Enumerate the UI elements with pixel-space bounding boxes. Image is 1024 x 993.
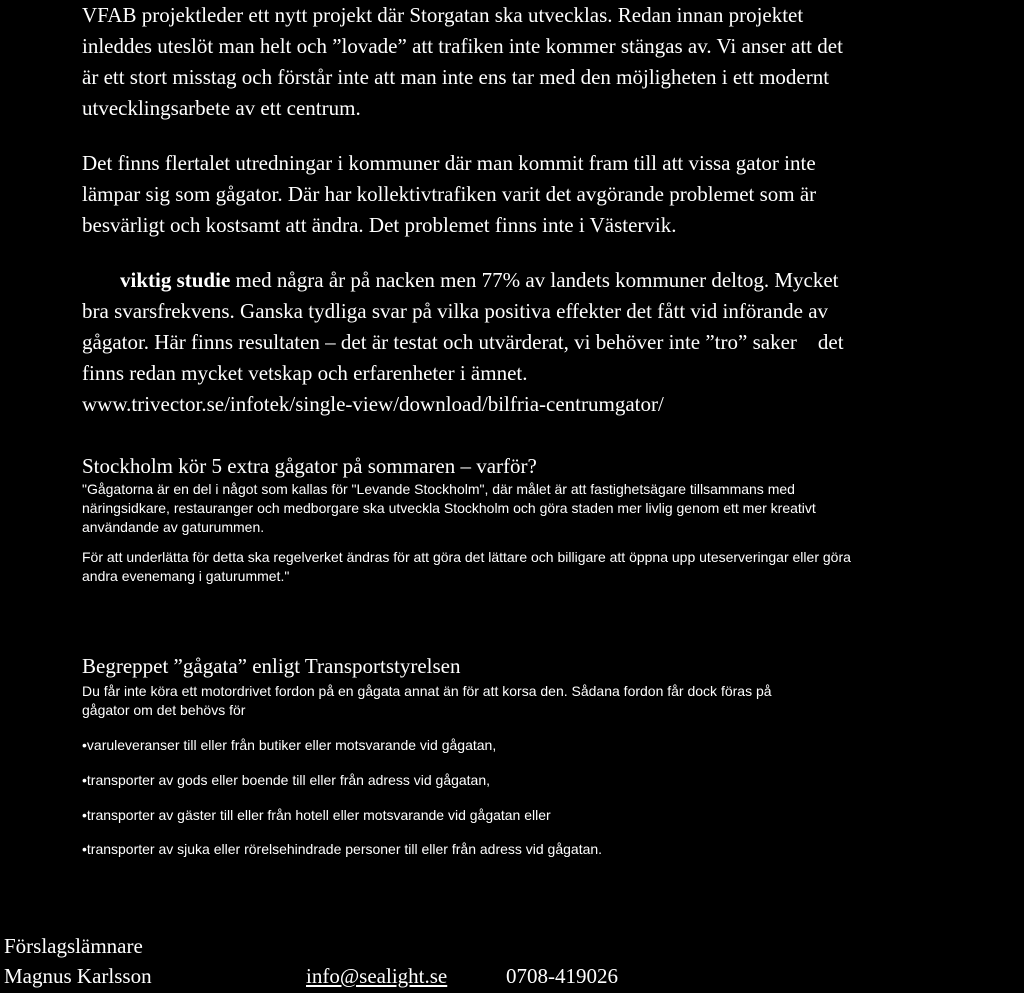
bullet-item: •transporter av gods eller boende till eller från adress vid gågatan, (82, 772, 491, 788)
text-line: VFAB projektleder ett nytt projekt där Storgatan ska utvecklas. Redan innan projektet (82, 3, 804, 27)
text-line: "Gågatorna är en del i något som kallas för "Levande Stockholm", där målet är att fastighetsägare tillsammans med (82, 481, 795, 497)
text-line: besvärligt och kostsamt att ändra. Det problemet finns inte i Västervik. (82, 213, 677, 237)
bullet-item: •transporter av gäster till eller från hotell eller motsvarande vid gågatan eller (82, 807, 551, 823)
text-line: utvecklingsarbete av ett centrum. (82, 96, 361, 120)
stockholm-heading: Stockholm kör 5 extra gågator på sommaren – varför? (82, 454, 537, 478)
trivector-link[interactable]: www.trivector.se/infotek/single-view/download/bilfria-centrumgator/ (82, 392, 664, 416)
bullet-item: •varuleveranser till eller från butiker eller motsvarande vid gågatan, (82, 737, 497, 753)
footer-label: Förslagslämnare (4, 934, 143, 958)
text-line: bra svarsfrekvens. Ganska tydliga svar på vilka positiva effekter det fått vid införande av (82, 299, 829, 323)
stockholm-quote-2 (82, 548, 851, 586)
bullet-item: •transporter av sjuka eller rörelsehindrade personer till eller från adress vid gågatan. (82, 841, 603, 857)
text-line: inleddes uteslöt man helt och ”lovade” att trafiken inte kommer stängas av. Vi anser att det (82, 34, 843, 58)
footer-email-link[interactable]: info@sealight.se (306, 964, 448, 988)
text-line: finns redan mycket vetskap och erfarenheter i ämnet. (82, 361, 528, 385)
paragraph-studie (82, 265, 844, 420)
text-line: gågator. Här finns resultaten – det är testat och utvärderat, vi behöver inte ”tro” saker det (82, 330, 844, 354)
text-line: Det finns flertalet utredningar i kommuner där man kommit fram till att vissa gator inte (82, 151, 816, 175)
text-line: För att underlätta för detta ska regelverket ändras för att göra det lättare och billigare att öppna upp uteserveringar eller göra (82, 549, 851, 565)
text-line-rest: med några år på nacken men 77% av landets kommuner deltog. Mycket (230, 268, 839, 292)
text-line: är ett stort misstag och förstår inte att man inte ens tar med den möjligheten i ett modernt (82, 65, 830, 89)
footer-phone: 0708-419026 (506, 964, 618, 988)
text-line: andra evenemang i gaturummet." (82, 568, 290, 584)
paragraph-utredningar (82, 148, 816, 241)
bold-lead: viktig studie (120, 268, 231, 292)
text-line (82, 265, 844, 296)
begreppet-intro (82, 682, 772, 720)
footer-name: Magnus Karlsson (4, 964, 152, 988)
text-line: användande av gaturummen. (82, 519, 265, 535)
begreppet-heading: Begreppet ”gågata” enligt Transportstyrelsen (82, 654, 461, 678)
text-line: näringsidkare, restauranger och medborgare ska utveckla Stockholm och göra staden mer livlig genom ett mer kreativt (82, 500, 816, 516)
stockholm-quote-1 (82, 480, 816, 537)
paragraph-vfab (82, 0, 843, 124)
text-line: lämpar sig som gågator. Där har kollektivtrafiken varit det avgörande problemet som är (82, 182, 817, 206)
text-line: Du får inte köra ett motordrivet fordon på en gågata annat än för att korsa den. Sådana fordon får dock föras på (82, 683, 772, 699)
text-line: gågator om det behövs för (82, 702, 246, 718)
